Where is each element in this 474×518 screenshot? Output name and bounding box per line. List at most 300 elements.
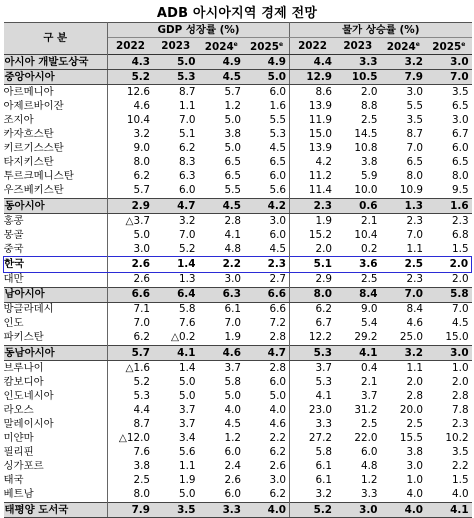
row-label: 중앙아시아 — [4, 70, 108, 85]
gdp-cell: △1.6 — [125, 361, 150, 374]
gdp-cell: 6.0 — [178, 184, 196, 197]
cpi-cell: 6.1 — [315, 460, 333, 473]
gdp-cell: 6.2 — [133, 170, 150, 183]
gdp-cell: 6.0 — [244, 228, 290, 242]
gdp-cell: 4.0 — [244, 403, 290, 417]
gdp-cell: 4.5 — [224, 417, 241, 430]
gdp-cell: 3.7 — [178, 417, 196, 430]
cpi-cell: 2.2 — [452, 460, 469, 473]
cpi-cell: 1.0 — [452, 361, 469, 374]
region-row — [4, 503, 472, 518]
cpi-cell: 7.0 — [426, 70, 472, 85]
gdp-cell: 4.7 — [244, 345, 290, 360]
gdp-cell: 5.1 — [178, 128, 196, 141]
cpi-cell: 15.0 — [445, 331, 469, 344]
region-row — [4, 55, 472, 70]
cpi-cell: 13.9 — [308, 142, 333, 155]
cpi-cell: 3.0 — [406, 460, 424, 473]
gdp-cell: 4.5 — [244, 142, 290, 156]
gdp-cell: 6.0 — [224, 446, 241, 459]
row-label: 인도네시아 — [4, 389, 108, 403]
cpi-cell: 6.2 — [315, 303, 333, 316]
cpi-cell: 7.8 — [452, 403, 469, 416]
cpi-cell: 4.0 — [406, 488, 424, 501]
estimate-mark: e — [415, 41, 420, 49]
cpi-cell: 2.0 — [452, 273, 469, 286]
gdp-year-header — [153, 38, 199, 55]
gdp-cell: 7.0 — [178, 228, 196, 241]
gdp-cell: 2.8 — [224, 214, 241, 227]
cpi-cell: 5.2 — [290, 503, 336, 518]
gdp-cell: 5.2 — [108, 70, 154, 85]
cpi-cell: 31.2 — [354, 403, 378, 416]
year-label: 2022 — [116, 39, 145, 52]
cpi-cell: 5.3 — [315, 375, 333, 388]
row-label: 몽골 — [4, 228, 108, 242]
gdp-year-header — [199, 38, 245, 55]
country-row — [4, 302, 472, 317]
gdp-cell: 5.8 — [178, 303, 196, 316]
gdp-cell: 1.9 — [178, 474, 196, 487]
gdp-cell: 5.3 — [153, 70, 199, 85]
row-label: 미얀마 — [4, 432, 108, 446]
cpi-cell: 12.2 — [308, 331, 333, 344]
cpi-cell: 11.2 — [308, 170, 333, 183]
country-row — [4, 417, 472, 431]
gdp-cell: 7.6 — [133, 446, 150, 459]
country-row — [4, 85, 472, 100]
cpi-cell: 2.0 — [315, 242, 333, 255]
cpi-cell: 1.5 — [452, 474, 469, 487]
gdp-cell: 6.0 — [224, 488, 241, 501]
country-row — [4, 228, 472, 242]
gdp-cell: 7.2 — [244, 317, 290, 331]
row-label: 대만 — [4, 272, 108, 287]
cpi-cell: 2.3 — [452, 417, 469, 430]
gdp-cell: 5.0 — [224, 114, 241, 127]
row-label: 태국 — [4, 474, 108, 488]
gdp-cell: 6.1 — [224, 303, 241, 316]
row-label: 태평양 도서국 — [4, 503, 108, 518]
gdp-cell: 4.1 — [153, 345, 199, 360]
estimate-mark: e — [278, 41, 284, 49]
gdp-cell: △12.0 — [118, 432, 150, 445]
row-label: 타지키스탄 — [4, 156, 108, 170]
year-label: 2023 — [161, 39, 191, 52]
cpi-cell: 3.5 — [406, 114, 424, 127]
gdp-cell: 3.7 — [224, 361, 241, 374]
country-row — [4, 474, 472, 488]
row-label: 아시아 개발도상국 — [4, 55, 108, 70]
gdp-cell: 7.9 — [108, 503, 154, 518]
gdp-cell: 4.9 — [199, 55, 245, 70]
cpi-cell: 11.9 — [308, 114, 333, 127]
country-row — [4, 142, 472, 156]
cpi-cell: 15.5 — [399, 432, 424, 445]
gdp-cell: 3.3 — [199, 503, 245, 518]
gdp-cell: 5.3 — [244, 128, 290, 142]
gdp-cell: 2.3 — [244, 257, 290, 272]
cpi-cell: 5.3 — [290, 345, 336, 360]
gdp-cell: 3.8 — [133, 460, 150, 473]
country-row — [4, 99, 472, 113]
year-label: 2025 — [432, 41, 462, 54]
gdp-cell: 7.0 — [224, 317, 241, 330]
table-title: ADB 아시아지역 경제 전망 — [156, 6, 318, 21]
cpi-cell: 13.9 — [308, 99, 333, 112]
gdp-cell: 5.7 — [133, 184, 150, 197]
gdp-cell: 4.8 — [224, 242, 241, 255]
country-row — [4, 361, 472, 376]
gdp-cell: 3.2 — [133, 128, 150, 141]
gdp-cell: 4.0 — [244, 503, 290, 518]
cpi-cell: 5.8 — [315, 446, 333, 459]
year-label: 2024 — [386, 41, 416, 54]
cpi-cell: 29.2 — [354, 331, 378, 344]
row-label: 라오스 — [4, 403, 108, 417]
cpi-year-header — [381, 38, 427, 55]
gdp-cell: 8.7 — [178, 85, 196, 98]
cpi-cell: 8.6 — [315, 85, 333, 98]
gdp-cell: 6.3 — [178, 170, 196, 183]
gdp-cell: 3.0 — [244, 474, 290, 488]
country-row — [4, 170, 472, 184]
cpi-cell: 7.0 — [406, 142, 424, 155]
cpi-cell: 2.8 — [406, 389, 424, 402]
gdp-cell: 2.8 — [244, 361, 290, 376]
gdp-cell: 7.1 — [133, 303, 150, 316]
cpi-cell: 6.8 — [452, 228, 469, 241]
gdp-cell: 1.2 — [224, 99, 241, 112]
gdp-cell: 6.2 — [178, 142, 196, 155]
gdp-cell: 2.2 — [244, 432, 290, 446]
country-row — [4, 389, 472, 403]
cpi-cell: 10.0 — [354, 184, 378, 197]
gdp-cell: 5.0 — [244, 389, 290, 403]
cpi-cell: 3.0 — [426, 345, 472, 360]
gdp-cell: 5.3 — [133, 389, 150, 402]
cpi-year-header — [335, 38, 381, 55]
gdp-cell: 5.0 — [178, 488, 196, 501]
cpi-cell: 3.7 — [315, 361, 333, 374]
gdp-cell: 6.0 — [244, 170, 290, 184]
cpi-cell: 3.5 — [452, 446, 469, 459]
gdp-cell: 4.5 — [244, 242, 290, 257]
year-label: 2024 — [204, 41, 234, 54]
cpi-cell: 9.0 — [361, 303, 378, 316]
cpi-cell: 3.0 — [452, 114, 469, 127]
gdp-group-header: GDP 성장률 (%) — [108, 23, 290, 38]
row-label: 한국 — [4, 257, 108, 272]
gdp-cell: 12.6 — [126, 85, 150, 98]
gdp-year-header — [244, 38, 290, 55]
cpi-cell: 10.2 — [445, 432, 469, 445]
cpi-cell: 2.5 — [361, 417, 378, 430]
cpi-cell: 11.4 — [308, 184, 333, 197]
gdp-cell: 6.5 — [224, 170, 241, 183]
cpi-cell: 5.4 — [361, 317, 378, 330]
cpi-cell: 2.1 — [361, 214, 378, 227]
cpi-cell: 8.0 — [290, 287, 336, 302]
region-row — [4, 345, 472, 360]
row-label: 캄보디아 — [4, 375, 108, 389]
cpi-cell: 1.0 — [406, 474, 424, 487]
cpi-cell: 3.2 — [381, 55, 427, 70]
gdp-cell: 8.0 — [133, 156, 150, 169]
year-label: 2025 — [250, 41, 279, 54]
cpi-cell: 4.8 — [361, 460, 378, 473]
gdp-cell: 4.6 — [244, 417, 290, 431]
cpi-cell: 2.5 — [361, 273, 378, 286]
cpi-cell: 6.5 — [452, 99, 469, 112]
cpi-cell: 7.0 — [406, 228, 424, 241]
region-row — [4, 70, 472, 85]
gdp-cell: 5.0 — [153, 55, 199, 70]
cpi-cell: 8.4 — [406, 303, 424, 316]
cpi-cell: 7.0 — [381, 287, 427, 302]
cpi-cell: 3.3 — [335, 55, 381, 70]
gdp-cell: 6.6 — [244, 287, 290, 302]
gdp-year-header — [108, 38, 154, 55]
gdp-cell: △0.2 — [170, 331, 196, 344]
gdp-cell: 6.6 — [244, 302, 290, 317]
row-label: 남아시아 — [4, 287, 108, 302]
gdp-cell: 5.2 — [178, 242, 196, 255]
gdp-cell: 5.8 — [224, 375, 241, 388]
gdp-cell: 3.4 — [178, 432, 196, 445]
gdp-cell: 5.6 — [244, 184, 290, 199]
year-label: 2023 — [343, 39, 373, 52]
row-label: 동아시아 — [4, 199, 108, 214]
gdp-cell: 4.4 — [133, 403, 150, 416]
cpi-cell: 6.1 — [315, 474, 333, 487]
gdp-cell: 4.7 — [153, 199, 199, 214]
row-label: 인도 — [4, 317, 108, 331]
row-label: 동남아시아 — [4, 345, 108, 360]
gdp-cell: 2.9 — [108, 199, 154, 214]
cpi-cell: 15.0 — [308, 128, 333, 141]
row-label: 키르기스스탄 — [4, 142, 108, 156]
gdp-cell: 4.1 — [224, 228, 241, 241]
gdp-cell: 6.2 — [133, 331, 150, 344]
cpi-cell: 6.0 — [361, 446, 378, 459]
gdp-cell: 8.0 — [133, 488, 150, 501]
cpi-cell: 4.1 — [426, 503, 472, 518]
cpi-cell: 0.6 — [335, 199, 381, 214]
cpi-cell: 9.5 — [452, 184, 469, 197]
cpi-cell: 8.8 — [361, 99, 378, 112]
country-row — [4, 113, 472, 127]
cpi-cell: 3.6 — [335, 257, 381, 272]
gdp-cell: 8.3 — [178, 156, 196, 169]
row-label: 싱가포르 — [4, 460, 108, 474]
cpi-cell: 3.0 — [426, 55, 472, 70]
country-row — [4, 242, 472, 257]
cpi-cell: 1.5 — [452, 242, 469, 255]
row-label: 필리핀 — [4, 446, 108, 460]
gdp-cell: 1.6 — [244, 99, 290, 113]
row-label: 카자흐스탄 — [4, 128, 108, 142]
gdp-cell: 4.6 — [133, 99, 150, 112]
cpi-cell: 27.2 — [308, 432, 333, 445]
row-label: 홍콩 — [4, 214, 108, 229]
estimate-mark: e — [461, 41, 466, 49]
cpi-cell: 3.5 — [452, 85, 469, 98]
row-label: 말레이시아 — [4, 417, 108, 431]
cpi-cell: 20.0 — [399, 403, 424, 416]
cpi-cell: 2.5 — [361, 114, 378, 127]
cpi-cell: 3.8 — [361, 156, 378, 169]
gdp-cell: 4.3 — [108, 55, 154, 70]
cpi-cell: 3.3 — [315, 417, 333, 430]
cpi-cell: 4.6 — [406, 317, 424, 330]
cpi-cell: 2.5 — [381, 257, 427, 272]
gdp-cell: 4.2 — [244, 199, 290, 214]
cpi-cell: 6.7 — [315, 317, 333, 330]
gdp-cell: 2.5 — [133, 474, 150, 487]
cpi-cell: 3.0 — [406, 85, 424, 98]
cpi-cell: 4.2 — [315, 156, 333, 169]
gdp-cell: 3.0 — [244, 214, 290, 229]
row-label: 투르크메니스탄 — [4, 170, 108, 184]
country-row — [4, 375, 472, 389]
country-row — [4, 272, 472, 287]
cpi-cell: 4.1 — [335, 345, 381, 360]
cpi-cell: 1.9 — [315, 214, 333, 227]
gdp-cell: △3.7 — [125, 214, 150, 227]
cpi-cell: 6.5 — [452, 156, 469, 169]
country-row — [4, 432, 472, 446]
country-row — [4, 460, 472, 474]
cpi-cell: 1.1 — [406, 361, 424, 374]
cpi-cell: 5.1 — [290, 257, 336, 272]
gdp-cell: 2.6 — [224, 474, 241, 487]
cpi-cell: 1.6 — [426, 199, 472, 214]
cpi-cell: 10.4 — [354, 228, 378, 241]
gdp-cell: 1.1 — [178, 99, 196, 112]
country-row — [4, 403, 472, 417]
cpi-cell: 10.8 — [354, 142, 378, 155]
gdp-cell: 1.4 — [153, 257, 199, 272]
gdp-cell: 7.0 — [133, 317, 150, 330]
year-label: 2022 — [298, 39, 327, 52]
country-row — [4, 317, 472, 331]
gdp-cell: 5.7 — [108, 345, 154, 360]
cpi-cell: 1.3 — [381, 199, 427, 214]
cpi-cell: 1.2 — [361, 474, 378, 487]
cpi-cell: 3.0 — [335, 503, 381, 518]
cpi-cell: 10.9 — [399, 184, 424, 197]
country-row — [4, 128, 472, 142]
gdp-cell: 1.2 — [224, 432, 241, 445]
cpi-cell: 6.7 — [452, 128, 469, 141]
gdp-cell: 3.5 — [153, 503, 199, 518]
cpi-cell: 6.5 — [406, 156, 424, 169]
cpi-group-header: 물가 상승률 (%) — [290, 23, 472, 38]
gdp-cell: 1.9 — [224, 331, 241, 344]
cpi-cell: 3.2 — [315, 488, 333, 501]
row-label: 방글라데시 — [4, 302, 108, 317]
cpi-cell: 2.3 — [452, 214, 469, 227]
gdp-cell: 6.5 — [224, 156, 241, 169]
gdp-cell: 3.0 — [224, 273, 241, 286]
gdp-cell: 2.6 — [244, 460, 290, 474]
gdp-cell: 3.8 — [224, 128, 241, 141]
gdp-cell: 5.6 — [178, 446, 196, 459]
table-body — [4, 55, 472, 518]
cpi-cell: 2.3 — [290, 199, 336, 214]
gdp-cell: 1.1 — [178, 460, 196, 473]
gdp-cell: 5.5 — [244, 113, 290, 127]
cpi-cell: 4.4 — [290, 55, 336, 70]
row-label: 파키스탄 — [4, 331, 108, 346]
gdp-cell: 3.7 — [178, 403, 196, 416]
cpi-cell: 8.0 — [406, 170, 424, 183]
country-row — [4, 488, 472, 503]
cpi-cell: 4.5 — [452, 317, 469, 330]
cpi-cell: 0.2 — [361, 242, 378, 255]
cpi-cell: 8.7 — [406, 128, 424, 141]
cpi-cell: 2.8 — [452, 389, 469, 402]
gdp-cell: 7.0 — [178, 114, 196, 127]
cpi-cell: 22.0 — [354, 432, 378, 445]
gdp-cell: 2.2 — [199, 257, 245, 272]
cpi-cell: 8.0 — [452, 170, 469, 183]
gdp-cell: 10.4 — [126, 114, 150, 127]
country-row — [4, 184, 472, 199]
category-header: 구 분 — [4, 23, 108, 55]
gdp-cell: 5.0 — [224, 142, 241, 155]
gdp-cell: 5.7 — [224, 85, 241, 98]
cpi-cell: 23.0 — [308, 403, 333, 416]
gdp-cell: 6.4 — [153, 287, 199, 302]
country-row — [4, 331, 472, 346]
gdp-cell: 9.0 — [133, 142, 150, 155]
cpi-cell: 7.9 — [381, 70, 427, 85]
cpi-year-header — [426, 38, 472, 55]
cpi-cell: 4.0 — [452, 488, 469, 501]
cpi-cell: 3.7 — [361, 389, 378, 402]
gdp-cell: 6.0 — [244, 85, 290, 100]
gdp-cell: 5.0 — [178, 375, 196, 388]
gdp-cell: 6.0 — [244, 375, 290, 389]
cpi-cell: 2.9 — [315, 273, 333, 286]
cpi-cell: 3.2 — [381, 345, 427, 360]
cpi-cell: 2.3 — [406, 273, 424, 286]
row-label: 조지아 — [4, 113, 108, 127]
region-row — [4, 287, 472, 302]
gdp-cell: 4.0 — [224, 403, 241, 416]
cpi-cell: 6.0 — [452, 142, 469, 155]
korea-row — [4, 257, 472, 272]
cpi-cell: 2.1 — [361, 375, 378, 388]
row-label: 베트남 — [4, 488, 108, 503]
gdp-cell: 6.2 — [244, 446, 290, 460]
gdp-cell: 4.5 — [199, 70, 245, 85]
header-row-groups — [4, 23, 472, 38]
cpi-cell: 15.2 — [308, 228, 333, 241]
cpi-cell: 5.5 — [406, 99, 424, 112]
row-label: 아르메니아 — [4, 85, 108, 100]
gdp-cell: 4.9 — [244, 55, 290, 70]
row-label: 브루나이 — [4, 361, 108, 376]
gdp-cell: 5.0 — [133, 228, 150, 241]
cpi-year-header — [290, 38, 336, 55]
row-label: 우즈베키스탄 — [4, 184, 108, 199]
cpi-cell: 3.3 — [361, 488, 378, 501]
region-row — [4, 199, 472, 214]
gdp-cell: 3.2 — [178, 214, 196, 227]
